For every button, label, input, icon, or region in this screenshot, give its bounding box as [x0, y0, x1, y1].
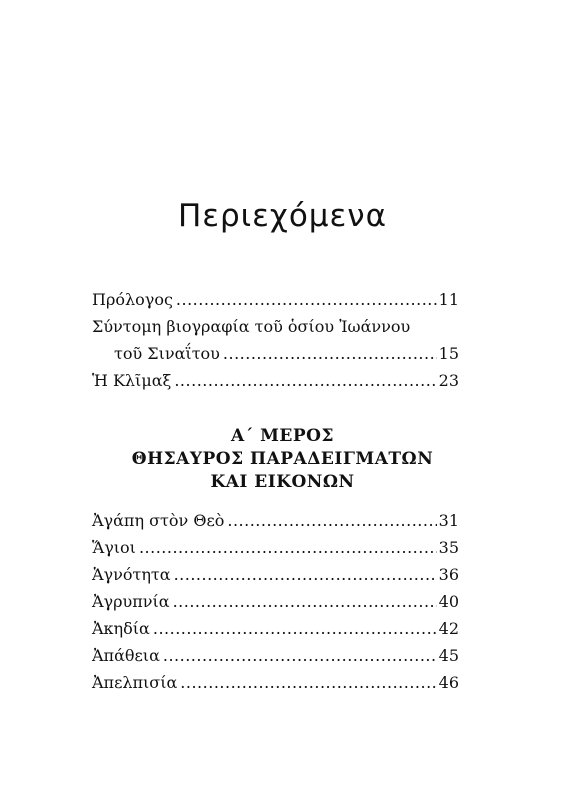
toc-entry-prologue[interactable]: [92, 286, 459, 313]
front-matter-list: [92, 286, 459, 394]
dot-leader: [163, 642, 437, 669]
toc-entry[interactable]: [92, 615, 459, 642]
dot-leader: [173, 588, 437, 615]
dot-leader: [180, 669, 436, 696]
toc-entry-page: 23: [438, 371, 459, 390]
toc-entry-page: 31: [438, 511, 459, 530]
toc-entry-label: Ἀγρυπνία: [92, 592, 170, 611]
toc-entry-page: 45: [438, 646, 459, 665]
toc-entry-page: 15: [438, 344, 459, 363]
toc-entry-page: 11: [438, 290, 459, 309]
toc-entry-page: 46: [438, 673, 459, 692]
toc-entry[interactable]: [92, 534, 459, 561]
toc-entry[interactable]: [92, 642, 459, 669]
toc-entry-label: Ἀπελπισία: [92, 673, 178, 692]
toc-entry-label: Σύντομη βιογραφία τοῦ ὁσίου Ἰωάννου: [92, 317, 411, 336]
toc-entry-label: Ἀπάθεια: [92, 646, 160, 665]
toc-entry-page: 42: [438, 619, 459, 638]
toc-entry-label: τοῦ Σιναΐτου: [114, 344, 220, 363]
section-heading: [0, 425, 565, 494]
dot-leader: [174, 561, 437, 588]
toc-entry-label: Πρόλογος: [92, 290, 173, 309]
toc-entry[interactable]: [92, 669, 459, 696]
dot-leader: [153, 615, 437, 642]
toc-entry-biography[interactable]: [92, 313, 459, 340]
page-title: Περιεχόμενα: [177, 198, 388, 234]
toc-entry-label: Ἀκηδία: [92, 619, 150, 638]
dot-leader: [227, 507, 436, 534]
toc-entry-label: Ἡ Κλῖμαξ: [92, 371, 172, 390]
toc-entry-label: Ἁγνότητα: [92, 565, 171, 584]
toc-entry[interactable]: [92, 588, 459, 615]
section-heading-line: ΚΑΙ ΕΙΚΟΝΩΝ: [210, 472, 355, 492]
section-heading-line: ΘΗΣΑΥΡΟΣ ΠΑΡΑΔΕΙΓΜΑΤΩΝ: [131, 449, 434, 469]
toc-entry-klimax[interactable]: [92, 367, 459, 394]
section-entries-list: [92, 507, 459, 696]
toc-entry-page: 35: [438, 538, 459, 557]
toc-entry[interactable]: [92, 561, 459, 588]
toc-entry-page: 36: [438, 565, 459, 584]
section-heading-line: Α΄ ΜΕΡΟΣ: [231, 426, 334, 446]
toc-entry-biography-continued[interactable]: [92, 340, 459, 367]
dot-leader: [139, 534, 437, 561]
toc-entry-label: Ἀγάπη στὸν Θεὸ: [92, 511, 225, 530]
dot-leader: [223, 340, 437, 367]
toc-entry[interactable]: [92, 507, 459, 534]
toc-entry-page: 40: [438, 592, 459, 611]
dot-leader: [174, 367, 436, 394]
dot-leader: [176, 286, 437, 313]
toc-entry-label: Ἅγιοι: [92, 538, 136, 557]
